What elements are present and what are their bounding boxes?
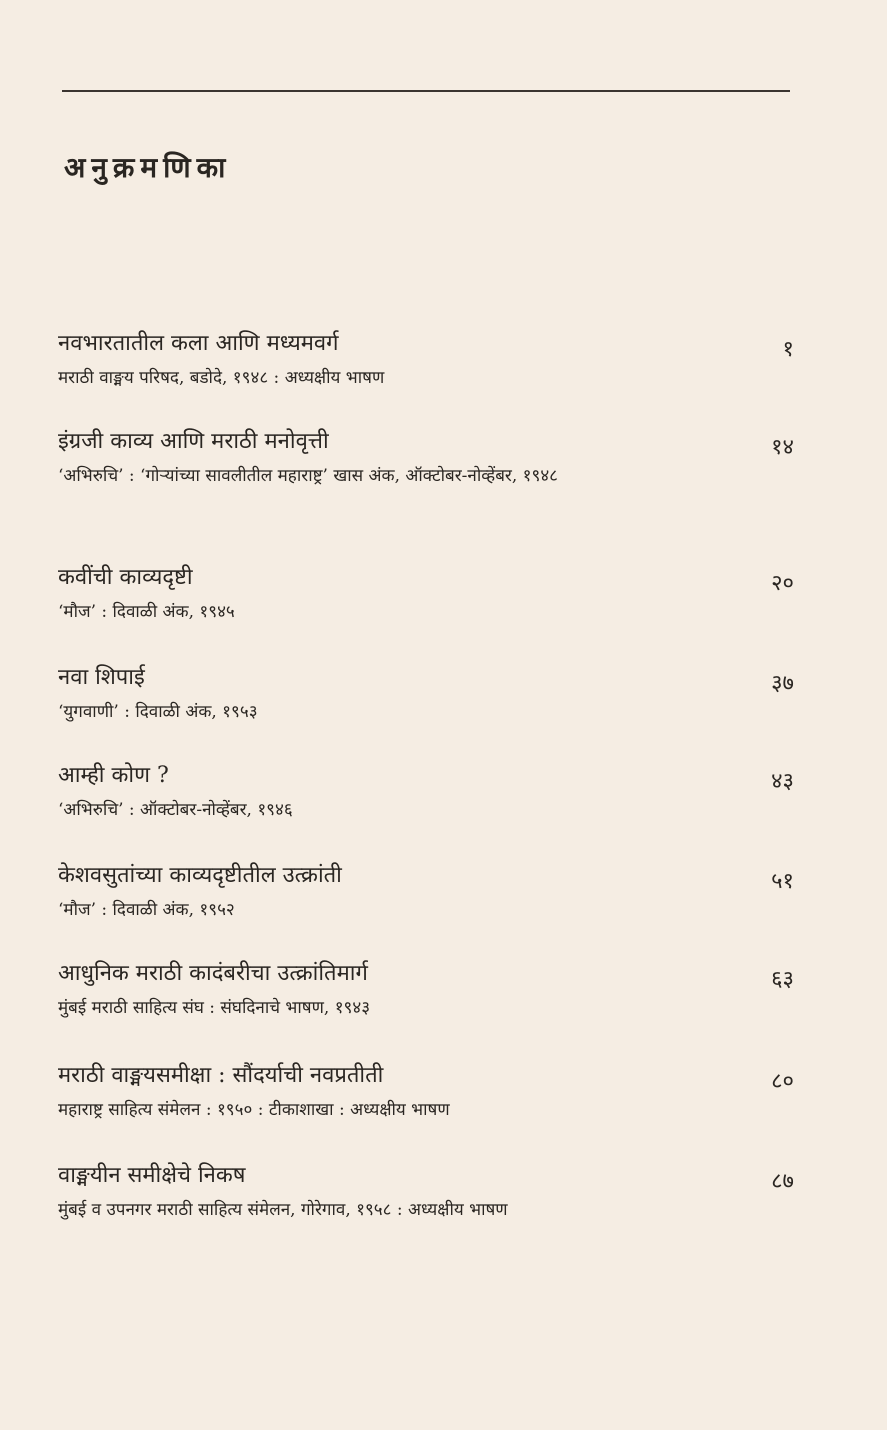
entry-title: आधुनिक मराठी कादंबरीचा उत्क्रांतिमार्ग xyxy=(58,961,368,986)
entry-source: मुंबई मराठी साहित्य संघ : संघदिनाचे भाषण, १९४३ xyxy=(58,998,371,1018)
entry-title: कवींची काव्यदृष्टी xyxy=(58,565,193,590)
entry-page-number: ८० xyxy=(771,1069,794,1094)
entry-page-number: १४ xyxy=(771,435,794,460)
entry-source: ‘युगवाणी’ : दिवाळी अंक, १९५३ xyxy=(58,702,258,722)
entry-title: नवा शिपाई xyxy=(58,665,145,690)
toc-entry[interactable] xyxy=(58,1162,794,1224)
entry-title: वाङ्मयीन समीक्षेचे निकष xyxy=(58,1163,246,1188)
entry-page-number: १ xyxy=(782,337,794,362)
entry-page-number: २० xyxy=(771,571,794,596)
toc-entry[interactable] xyxy=(58,1062,794,1124)
entry-page-number: ५१ xyxy=(771,869,794,894)
toc-entry[interactable] xyxy=(58,862,794,924)
entry-page-number: ६३ xyxy=(771,967,794,992)
toc-entry[interactable] xyxy=(58,960,794,1022)
entry-title: नवभारतातील कला आणि मध्यमवर्ग xyxy=(58,331,339,356)
entry-source: मराठी वाङ्मय परिषद, बडोदे, १९४८ : अध्यक्षीय भाषण xyxy=(58,368,385,388)
entry-page-number: ८७ xyxy=(771,1169,794,1194)
toc-entry[interactable] xyxy=(58,762,794,824)
toc-entry[interactable] xyxy=(58,428,794,490)
entry-title: इंग्रजी काव्य आणि मराठी मनोवृत्ती xyxy=(58,429,329,454)
entry-title: मराठी वाङ्मयसमीक्षा : सौंदर्याची नवप्रतीती xyxy=(58,1063,384,1088)
entry-page-number: ४३ xyxy=(771,769,794,794)
page-title: अनुक्रमणिका xyxy=(64,151,232,184)
top-rule xyxy=(62,90,790,92)
entry-source: ‘मौज’ : दिवाळी अंक, १९४५ xyxy=(58,602,235,622)
entry-source: ‘अभिरुचि’ : ‘गोऱ्यांच्या सावलीतील महाराष्ट्र’ खास अंक, ऑक्टोबर-नोव्हेंबर, १९४८ xyxy=(58,466,559,486)
entry-source: महाराष्ट्र साहित्य संमेलन : १९५० : टीकाशाखा : अध्यक्षीय भाषण xyxy=(58,1100,450,1120)
entry-source: ‘मौज’ : दिवाळी अंक, १९५२ xyxy=(58,900,235,920)
toc-entry[interactable] xyxy=(58,664,794,726)
toc-entry[interactable] xyxy=(58,564,794,626)
entry-source: ‘अभिरुचि’ : ऑक्टोबर-नोव्हेंबर, १९४६ xyxy=(58,800,293,820)
entry-title: आम्ही कोण ? xyxy=(58,763,169,788)
entry-title: केशवसुतांच्या काव्यदृष्टीतील उत्क्रांती xyxy=(58,863,342,888)
toc-entry[interactable] xyxy=(58,330,794,392)
entry-source: मुंबई व उपनगर मराठी साहित्य संमेलन, गोरेगाव, १९५८ : अध्यक्षीय भाषण xyxy=(58,1200,508,1220)
entry-page-number: ३७ xyxy=(771,671,794,696)
